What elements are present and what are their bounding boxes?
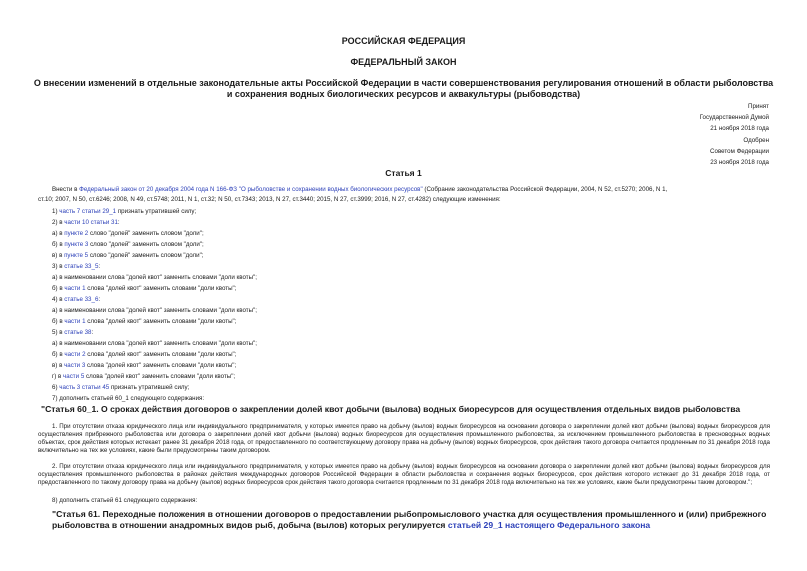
item-3: 3) в статье 33_5: bbox=[52, 263, 101, 270]
item-5: 5) в статье 38: bbox=[52, 329, 94, 336]
item-5v-link[interactable]: части 3 bbox=[64, 362, 86, 369]
item-2a-link[interactable]: пункте 2 bbox=[64, 230, 89, 237]
item-5b: б) в части 2 слова "долей квот" заменить словами "доли квоты"; bbox=[52, 351, 237, 358]
article-60-1-paragraph-1: 1. При отсутствии отказа юридического лица или индивидуального предпринимателя, у которых имеется право на добычу (вылов) водных биоресурсов на основании договора о закреплении долей квот добычи (вылова) водных биоресурсов для осуществления прибрежного рыболовства или договора о закреплении долей квот добычи (вылова) водных биоресурсов для осуществления промышленного рыболовства, за исключением промышленного рыболовства в пресноводных водных объектах, срок действия которых истекает ранее 31 декабря 2018 года, от предоставленного по соответствующему договору права на добычу (вылов) водных биоресурсов, срок действия такого договора считается продленным по 31 декабря 2018 года включительно на тех же условиях, какие были предусмотрены таким договором. bbox=[38, 423, 770, 454]
approved-label: Одобрен bbox=[743, 137, 769, 144]
article-61-heading-text: "Статья 61. Переходные положения в отношении договоров о предоставлении рыбопромыслового участка для осуществления промышленного и (или) прибрежного рыболовства в отношении анадромных видов рыб, добыча (вылов) которых регулируется bbox=[52, 509, 767, 530]
item-5a: а) в наименовании слова "долей квот" заменить словами "доли квоты"; bbox=[52, 340, 257, 347]
item-8: 8) дополнить статьей 61 следующего содержания: bbox=[52, 497, 198, 504]
article-1-intro-line-2: ст.10; 2007, N 50, ст.6246; 2008, N 49, ст.5748; 2011, N 1, ст.32; N 50, ст.7343; 2013, N 27, ст.3440; 2015, N 27, ст.3999; 2016, N 27, ст.4282) следующие изменения: bbox=[38, 196, 501, 203]
item-2b-link[interactable]: пункте 3 bbox=[64, 241, 89, 248]
article-60-1-heading: "Статья 60_1. О сроках действия договоров о закреплении долей квот добычи (вылова) водных биоресурсов для осуществления отдельных видов рыболовства bbox=[41, 404, 741, 414]
item-2b: б) в пункте 3 слово "долей" заменить словом "доли"; bbox=[52, 241, 204, 248]
federation-heading: РОССИЙСКАЯ ФЕДЕРАЦИЯ bbox=[341, 36, 466, 46]
law-title-line-2: и сохранения водных биологических ресурсов и аквакультуры (рыбоводства) bbox=[226, 89, 581, 99]
intro-text: Внести в bbox=[52, 186, 80, 193]
item-6: 6) часть 3 статьи 45 признать утратившей силу; bbox=[52, 384, 190, 391]
adopted-body: Государственной Думой bbox=[699, 114, 769, 121]
item-6-link[interactable]: часть 3 статьи 45 bbox=[59, 384, 110, 391]
item-5-link[interactable]: статье 38 bbox=[64, 329, 92, 336]
item-4a: а) в наименовании слова "долей квот" заменить словами "доли квоты"; bbox=[52, 307, 257, 314]
item-3a: а) в наименовании слова "долей квот" заменить словами "доли квоты"; bbox=[52, 274, 257, 281]
article-1-heading: Статья 1 bbox=[385, 168, 422, 178]
item-3-link[interactable]: статье 33_5 bbox=[64, 263, 99, 270]
item-2c: в) в пункте 5 слово "долей" заменить словом "доли"; bbox=[52, 252, 204, 259]
item-4: 4) в статье 33_6: bbox=[52, 296, 101, 303]
article-1-intro-line-1 bbox=[52, 186, 667, 194]
item-1-link[interactable]: часть 7 статьи 29_1 bbox=[59, 208, 117, 215]
article-61-heading bbox=[52, 509, 768, 531]
item-5g: г) в части 5 слова "долей квот" заменить словами "доли квоты"; bbox=[52, 373, 236, 380]
article-60-1-paragraph-2: 2. При отсутствии отказа юридического лица или индивидуального предпринимателя, у которых имеется право на добычу (вылов) водных биоресурсов на основании договора о закреплении долей квот добычи (вылова) водных биоресурсов для осуществления промышленного рыболовства в районах действия международных договоров Российской Федерации в области рыболовства и сохранения водных биоресурсов, срок действия которого истекает до 31 декабря 2018 года, от предоставленного по такому договору права на добычу (вылов) водных биоресурсов срок действия такого договора считается продленным по 31 декабря 2018 года включительно на тех же условиях, какие были предусмотрены таким договором."; bbox=[38, 463, 770, 486]
item-5v: в) в части 3 слова "долей квот" заменить словами "доли квоты"; bbox=[52, 362, 237, 369]
approved-date: 23 ноября 2018 года bbox=[710, 159, 769, 166]
item-7: 7) дополнить статьей 60_1 следующего содержания: bbox=[52, 395, 205, 402]
adopted-label: Принят bbox=[748, 103, 769, 110]
item-4-link[interactable]: статье 33_6 bbox=[64, 296, 99, 303]
item-2a: а) в пункте 2 слово "долей" заменить словом "доли"; bbox=[52, 230, 204, 237]
law-type-heading: ФЕДЕРАЛЬНЫЙ ЗАКОН bbox=[350, 57, 457, 67]
item-3b-link[interactable]: части 1 bbox=[64, 285, 86, 292]
intro-citation: (Собрание законодательства Российской Федерации, 2004, N 52, ст.5270; 2006, N 1, bbox=[422, 186, 668, 193]
approved-body: Советом Федерации bbox=[710, 148, 769, 155]
item-2c-link[interactable]: пункте 5 bbox=[64, 252, 89, 259]
item-2: 2) в части 10 статьи 31: bbox=[52, 219, 120, 226]
item-5g-link[interactable]: части 5 bbox=[63, 373, 85, 380]
law-title-line-1: О внесении изменений в отдельные законодательные акты Российской Федерации в части совершенствования регулирования отношений в области рыболовства bbox=[33, 78, 774, 88]
item-5b-link[interactable]: части 2 bbox=[64, 351, 86, 358]
item-4b: б) в части 1 слова "долей квот" заменить словами "доли квоты"; bbox=[52, 318, 237, 325]
law-166-fz-link[interactable]: Федеральный закон от 20 декабря 2004 года N 166-ФЗ "О рыболовстве и сохранении водных биологических ресурсов" bbox=[79, 186, 423, 193]
item-4b-link[interactable]: части 1 bbox=[64, 318, 86, 325]
item-3b: б) в части 1 слова "долей квот" заменить словами "доли квоты"; bbox=[52, 285, 237, 292]
item-1: 1) часть 7 статьи 29_1 признать утратившей силу; bbox=[52, 208, 197, 215]
article-29-1-link[interactable]: статьей 29_1 настоящего Федерального закона bbox=[447, 520, 651, 530]
adopted-date: 21 ноября 2018 года bbox=[710, 125, 769, 132]
item-2-link[interactable]: части 10 статьи 31 bbox=[64, 219, 118, 226]
